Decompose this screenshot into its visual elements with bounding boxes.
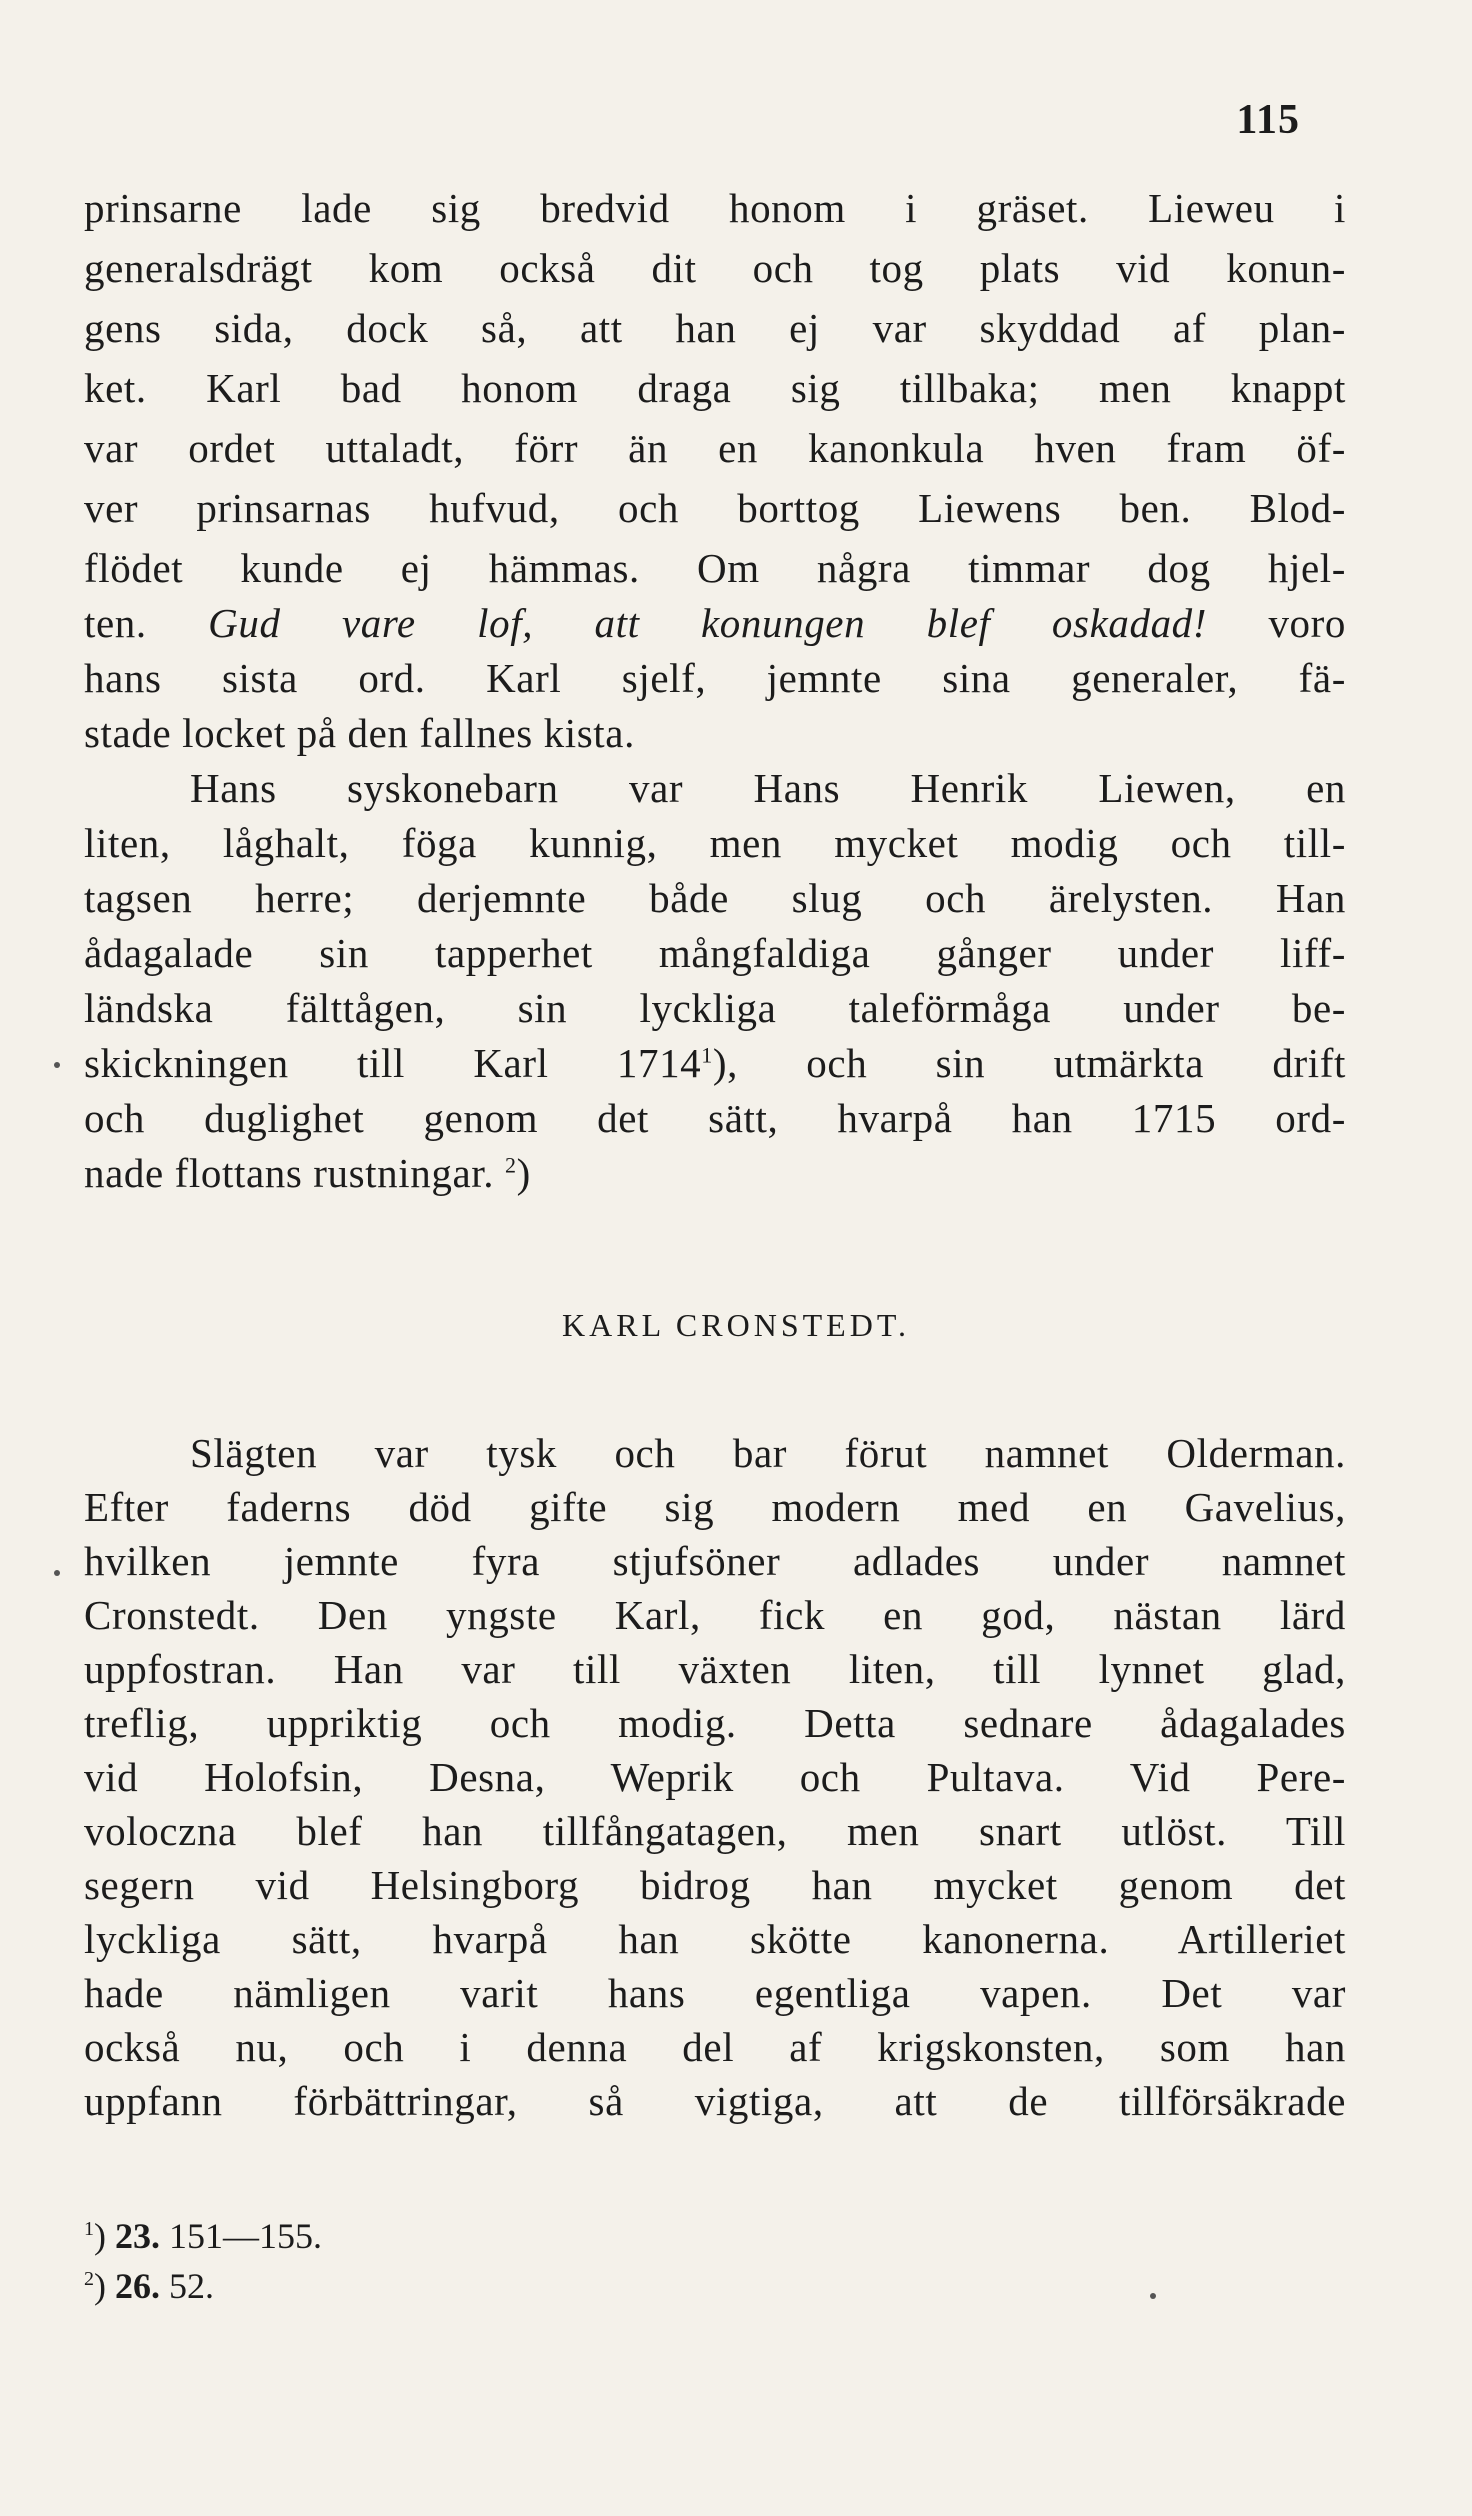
text-line [84,1035,1346,1091]
text-line: uppfann förbättringar, så vigtiga, att de tillförsäkrade [84,2078,1346,2124]
text-line: och duglighet genom det sätt, hvarpå han 1715 ord- [84,1095,1346,1141]
text-line: treflig, uppriktig och modig. Detta sednare ådagalades [84,1700,1346,1746]
text-line: lyckliga sätt, hvarpå han skötte kanonerna. Artilleriet [84,1916,1346,1962]
text-line: gens sida, dock så, att han ej var skyddad af plan- [84,305,1346,351]
text-segment: ), och sin utmärkta drift [712,1040,1346,1086]
text-line: prinsarne lade sig bredvid honom i gräset. Lieweu i [84,185,1346,231]
print-speck [54,1062,60,1068]
text-line: stade locket på den fallnes kista. [84,710,635,756]
text-line: ver prinsarnas hufvud, och borttog Liewens ben. Blod- [84,485,1346,531]
footnote-text: 52. [160,2266,214,2306]
footnote-paren: ) [94,2266,115,2306]
text-line: ländska fälttågen, sin lyckliga taleförmåga under be- [84,985,1346,1031]
text-line: flödet kunde ej hämmas. Om några timmar dog hjel- [84,545,1346,591]
text-line: Slägten var tysk och bar förut namnet Olderman. [190,1430,1346,1476]
text-segment: ) [516,1150,531,1196]
text-segment: ten. [84,600,209,646]
text-line: ådagalade sin tapperhet mångfaldiga gånger under liff- [84,930,1346,976]
footnote-text: 151—155. [160,2216,322,2256]
text-line: ket. Karl bad honom draga sig tillbaka; men knappt [84,365,1346,411]
footnote-reference: 23. [115,2216,160,2256]
footnote-reference: 26. [115,2266,160,2306]
text-line: generalsdrägt kom också dit och tog plats vid konun- [84,245,1346,291]
text-segment: voro [1207,600,1347,646]
italic-quote: Gud vare lof, att konungen blef oskadad! [208,600,1208,646]
text-line [84,595,1346,651]
text-line: segern vid Helsingborg bidrog han mycket genom det [84,1862,1346,1908]
text-line: var ordet uttaladt, förr än en kanonkula hven fram öf- [84,425,1346,471]
text-line: Efter faderns död gifte sig modern med en Gavelius, [84,1484,1346,1530]
text-line: hade nämligen varit hans egentliga vapen. Det var [84,1970,1346,2016]
text-segment: nade flottans rustningar. [84,1150,505,1196]
footnote-number: 2 [84,2268,94,2290]
section-heading: KARL CRONSTEDT. [562,1307,910,1343]
print-speck [54,1570,60,1576]
text-line: också nu, och i denna del af krigskonsten, som han [84,2024,1346,2070]
text-line: liten, låghalt, föga kunnig, men mycket modig och till- [84,820,1346,866]
text-line: vid Holofsin, Desna, Weprik och Pultava. Vid Pere- [84,1754,1346,1800]
page-number: 115 [1236,97,1300,143]
text-segment: skickningen till Karl 1714 [84,1040,702,1086]
print-speck [1150,2293,1156,2299]
footnote [84,2212,322,2260]
footnote-number: 1 [84,2218,94,2240]
text-line: hvilken jemnte fyra stjufsöner adlades under namnet [84,1538,1346,1584]
footnote [84,2262,214,2310]
text-line: Hans syskonebarn var Hans Henrik Liewen, en [190,765,1346,811]
text-line [84,1145,1346,1201]
text-line: hans sista ord. Karl sjelf, jemnte sina generaler, fä- [84,655,1346,701]
footnote-marker: 1 [701,1042,713,1068]
text-line: tagsen herre; derjemnte både slug och ärelysten. Han [84,875,1346,921]
text-line: uppfostran. Han var till växten liten, till lynnet glad, [84,1646,1346,1692]
text-line: Cronstedt. Den yngste Karl, fick en god, nästan lärd [84,1592,1346,1638]
footnote-paren: ) [94,2216,115,2256]
footnote-marker: 2 [504,1152,517,1178]
text-line: voloczna blef han tillfångatagen, men snart utlöst. Till [84,1808,1346,1854]
